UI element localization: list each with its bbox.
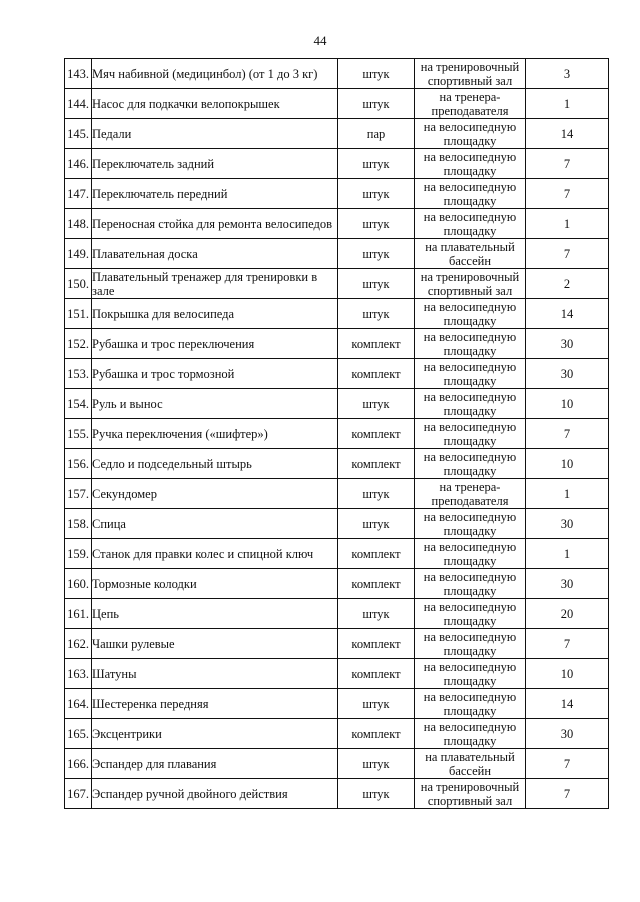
table-row <box>65 629 609 659</box>
table-row <box>65 329 609 359</box>
unit-of-measure: штук <box>338 599 415 629</box>
item-name: Ручка переключения («шифтер») <box>92 419 338 449</box>
unit-of-measure: штук <box>338 239 415 269</box>
table-row <box>65 389 609 419</box>
table-row <box>65 149 609 179</box>
quantity: 30 <box>526 719 609 749</box>
quantity: 20 <box>526 599 609 629</box>
item-name: Рубашка и трос тормозной <box>92 359 338 389</box>
unit-of-measure: штук <box>338 89 415 119</box>
row-number: 158. <box>65 509 92 539</box>
unit-of-measure: комплект <box>338 719 415 749</box>
table-row <box>65 59 609 89</box>
row-number: 153. <box>65 359 92 389</box>
allocation-basis: на велосипедную площадку <box>415 149 526 179</box>
quantity: 7 <box>526 149 609 179</box>
item-name: Тормозные колодки <box>92 569 338 599</box>
quantity: 10 <box>526 389 609 419</box>
unit-of-measure: штук <box>338 779 415 809</box>
row-number: 154. <box>65 389 92 419</box>
unit-of-measure: штук <box>338 269 415 299</box>
allocation-basis: на плавательный бассейн <box>415 239 526 269</box>
unit-of-measure: комплект <box>338 569 415 599</box>
unit-of-measure: комплект <box>338 539 415 569</box>
unit-of-measure: штук <box>338 749 415 779</box>
quantity: 10 <box>526 659 609 689</box>
row-number: 147. <box>65 179 92 209</box>
unit-of-measure: штук <box>338 299 415 329</box>
table-row <box>65 209 609 239</box>
table-row <box>65 509 609 539</box>
quantity: 1 <box>526 479 609 509</box>
allocation-basis: на велосипедную площадку <box>415 209 526 239</box>
quantity: 30 <box>526 359 609 389</box>
item-name: Шатуны <box>92 659 338 689</box>
row-number: 156. <box>65 449 92 479</box>
row-number: 144. <box>65 89 92 119</box>
row-number: 162. <box>65 629 92 659</box>
row-number: 149. <box>65 239 92 269</box>
quantity: 1 <box>526 539 609 569</box>
item-name: Педали <box>92 119 338 149</box>
row-number: 157. <box>65 479 92 509</box>
unit-of-measure: пар <box>338 119 415 149</box>
row-number: 143. <box>65 59 92 89</box>
quantity: 7 <box>526 419 609 449</box>
allocation-basis: на велосипедную площадку <box>415 689 526 719</box>
item-name: Переносная стойка для ремонта велосипедов <box>92 209 338 239</box>
row-number: 148. <box>65 209 92 239</box>
item-name: Руль и вынос <box>92 389 338 419</box>
item-name: Переключатель задний <box>92 149 338 179</box>
row-number: 166. <box>65 749 92 779</box>
item-name: Эспандер для плавания <box>92 749 338 779</box>
allocation-basis: на велосипедную площадку <box>415 389 526 419</box>
allocation-basis: на велосипедную площадку <box>415 629 526 659</box>
unit-of-measure: комплект <box>338 659 415 689</box>
item-name: Эспандер ручной двойного действия <box>92 779 338 809</box>
quantity: 14 <box>526 299 609 329</box>
table-row <box>65 419 609 449</box>
allocation-basis: на велосипедную площадку <box>415 359 526 389</box>
row-number: 150. <box>65 269 92 299</box>
quantity: 3 <box>526 59 609 89</box>
allocation-basis: на велосипедную площадку <box>415 119 526 149</box>
row-number: 160. <box>65 569 92 599</box>
allocation-basis: на велосипедную площадку <box>415 539 526 569</box>
table-row <box>65 239 609 269</box>
item-name: Цепь <box>92 599 338 629</box>
quantity: 14 <box>526 119 609 149</box>
allocation-basis: на велосипедную площадку <box>415 569 526 599</box>
unit-of-measure: штук <box>338 209 415 239</box>
quantity: 2 <box>526 269 609 299</box>
table-row <box>65 749 609 779</box>
table-row <box>65 299 609 329</box>
table-row <box>65 269 609 299</box>
item-name: Насос для подкачки велопокрышек <box>92 89 338 119</box>
quantity: 14 <box>526 689 609 719</box>
unit-of-measure: комплект <box>338 329 415 359</box>
table-row <box>65 479 609 509</box>
unit-of-measure: комплект <box>338 359 415 389</box>
row-number: 167. <box>65 779 92 809</box>
allocation-basis: на плавательный бассейн <box>415 749 526 779</box>
table-row <box>65 89 609 119</box>
quantity: 1 <box>526 209 609 239</box>
table-row <box>65 119 609 149</box>
table-row <box>65 779 609 809</box>
unit-of-measure: штук <box>338 479 415 509</box>
unit-of-measure: штук <box>338 59 415 89</box>
unit-of-measure: штук <box>338 389 415 419</box>
row-number: 145. <box>65 119 92 149</box>
allocation-basis: на велосипедную площадку <box>415 509 526 539</box>
quantity: 10 <box>526 449 609 479</box>
allocation-basis: на велосипедную площадку <box>415 299 526 329</box>
table-row <box>65 659 609 689</box>
allocation-basis: на велосипедную площадку <box>415 599 526 629</box>
item-name: Спица <box>92 509 338 539</box>
row-number: 152. <box>65 329 92 359</box>
table-body <box>65 59 609 809</box>
item-name: Секундомер <box>92 479 338 509</box>
table-row <box>65 359 609 389</box>
allocation-basis: на тренировочный спортивный зал <box>415 269 526 299</box>
item-name: Мяч набивной (медицинбол) (от 1 до 3 кг) <box>92 59 338 89</box>
item-name: Шестеренка передняя <box>92 689 338 719</box>
item-name: Седло и подседельный штырь <box>92 449 338 479</box>
row-number: 151. <box>65 299 92 329</box>
item-name: Переключатель передний <box>92 179 338 209</box>
item-name: Станок для правки колес и спицной ключ <box>92 539 338 569</box>
row-number: 155. <box>65 419 92 449</box>
item-name: Чашки рулевые <box>92 629 338 659</box>
item-name: Плавательный тренажер для тренировки в зале <box>92 269 338 299</box>
item-name: Плавательная доска <box>92 239 338 269</box>
allocation-basis: на велосипедную площадку <box>415 719 526 749</box>
table-row <box>65 569 609 599</box>
item-name: Эксцентрики <box>92 719 338 749</box>
quantity: 30 <box>526 509 609 539</box>
row-number: 161. <box>65 599 92 629</box>
allocation-basis: на велосипедную площадку <box>415 449 526 479</box>
unit-of-measure: штук <box>338 179 415 209</box>
unit-of-measure: комплект <box>338 419 415 449</box>
quantity: 7 <box>526 779 609 809</box>
item-name: Рубашка и трос переключения <box>92 329 338 359</box>
unit-of-measure: штук <box>338 689 415 719</box>
table-row <box>65 179 609 209</box>
row-number: 164. <box>65 689 92 719</box>
page-number: 44 <box>313 33 327 48</box>
quantity: 7 <box>526 629 609 659</box>
quantity: 1 <box>526 89 609 119</box>
allocation-basis: на тренера-преподавателя <box>415 89 526 119</box>
allocation-basis: на тренера-преподавателя <box>415 479 526 509</box>
unit-of-measure: комплект <box>338 629 415 659</box>
table-row <box>65 449 609 479</box>
allocation-basis: на тренировочный спортивный зал <box>415 779 526 809</box>
quantity: 7 <box>526 239 609 269</box>
unit-of-measure: штук <box>338 149 415 179</box>
table-row <box>65 719 609 749</box>
item-name: Покрышка для велосипеда <box>92 299 338 329</box>
allocation-basis: на велосипедную площадку <box>415 329 526 359</box>
quantity: 7 <box>526 179 609 209</box>
equipment-table <box>64 58 609 809</box>
allocation-basis: на велосипедную площадку <box>415 419 526 449</box>
table-row <box>65 539 609 569</box>
unit-of-measure: штук <box>338 509 415 539</box>
quantity: 30 <box>526 569 609 599</box>
table-row <box>65 689 609 719</box>
row-number: 159. <box>65 539 92 569</box>
unit-of-measure: комплект <box>338 449 415 479</box>
row-number: 163. <box>65 659 92 689</box>
allocation-basis: на велосипедную площадку <box>415 179 526 209</box>
allocation-basis: на велосипедную площадку <box>415 659 526 689</box>
quantity: 30 <box>526 329 609 359</box>
row-number: 165. <box>65 719 92 749</box>
quantity: 7 <box>526 749 609 779</box>
table-row <box>65 599 609 629</box>
row-number: 146. <box>65 149 92 179</box>
allocation-basis: на тренировочный спортивный зал <box>415 59 526 89</box>
